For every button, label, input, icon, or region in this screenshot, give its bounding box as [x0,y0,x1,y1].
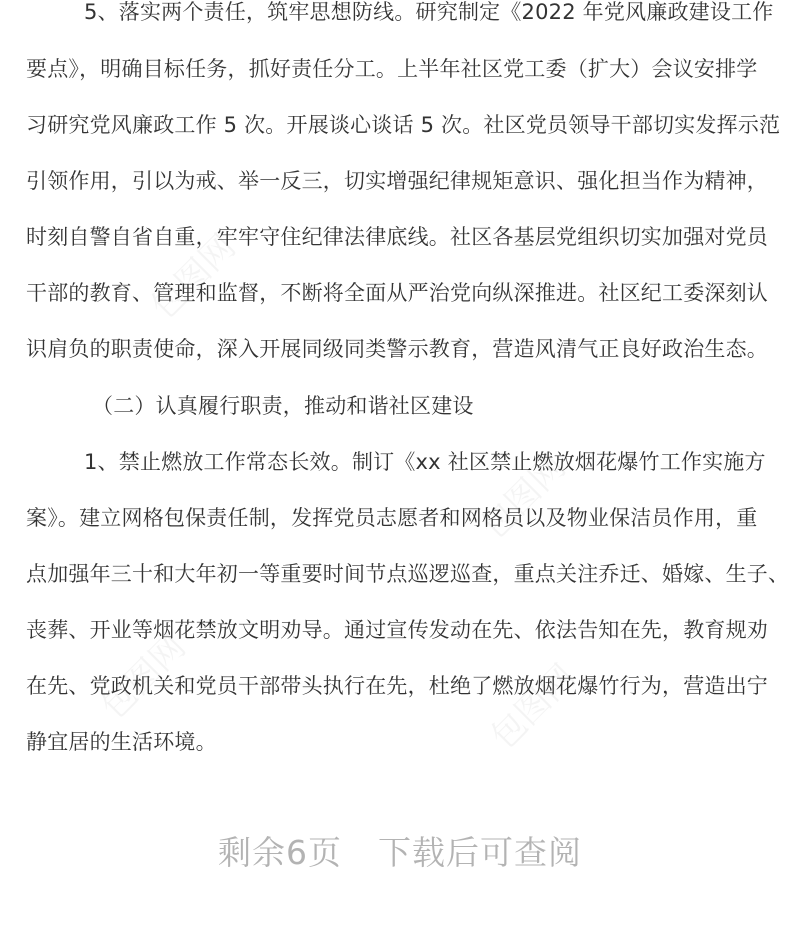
download-prompt-banner[interactable] [0,828,800,878]
paragraph-line: 1、禁止燃放工作常态长效。制订《xx 社区禁止燃放烟花爆竹工作实施方 [84,450,766,474]
download-prompt-label[interactable]: 下载后可查阅 [378,833,582,872]
paragraph-line: 丧葬、开业等烟花禁放文明劝导。通过宣传发动在先、依法告知在先，教育规劝 [26,618,768,642]
paragraph-line: 点加强年三十和大年初一等重要时间节点巡逻巡查，重点关注乔迁、婚嫁、生子、 [26,562,790,586]
paragraph-line: 5、落实两个责任，筑牢思想防线。研究制定《2022 年党风廉政建设工作 [84,0,774,24]
paragraph-line: 静宜居的生活环境。 [26,730,217,754]
paragraph-line: 要点》，明确目标任务，抓好责任分工。上半年社区党工委（扩大）会议安排学 [26,57,758,81]
paragraph-line: 识肩负的职责使命，深入开展同级同类警示教育，营造风清气正良好政治生态。 [26,337,768,361]
paragraph-line: 时刻自警自省自重，牢牢守住纪律法律底线。社区各基层党组织切实加强对党员 [26,225,768,249]
paragraph-line: 干部的教育、管理和监督，不断将全面从严治党向纵深推进。社区纪工委深刻认 [26,281,768,305]
paragraph-line: 案》。建立网格包保责任制，发挥党员志愿者和网格员以及物业保洁员作用，重 [26,506,758,530]
paragraph-line: 在先、党政机关和党员干部带头执行在先，杜绝了燃放烟花爆竹行为，营造出宁 [26,674,768,698]
paragraph-line: 引领作用，引以为戒、举一反三，切实增强纪律规矩意识、强化担当作为精神， [26,169,768,193]
remaining-pages-label[interactable]: 剩余6页 [218,833,342,872]
section-heading: （二）认真履行职责，推动和谐社区建设 [92,394,474,418]
paragraph-line: 习研究党风廉政工作 5 次。开展谈心谈话 5 次。社区党员领导干部切实发挥示范 [26,113,781,137]
